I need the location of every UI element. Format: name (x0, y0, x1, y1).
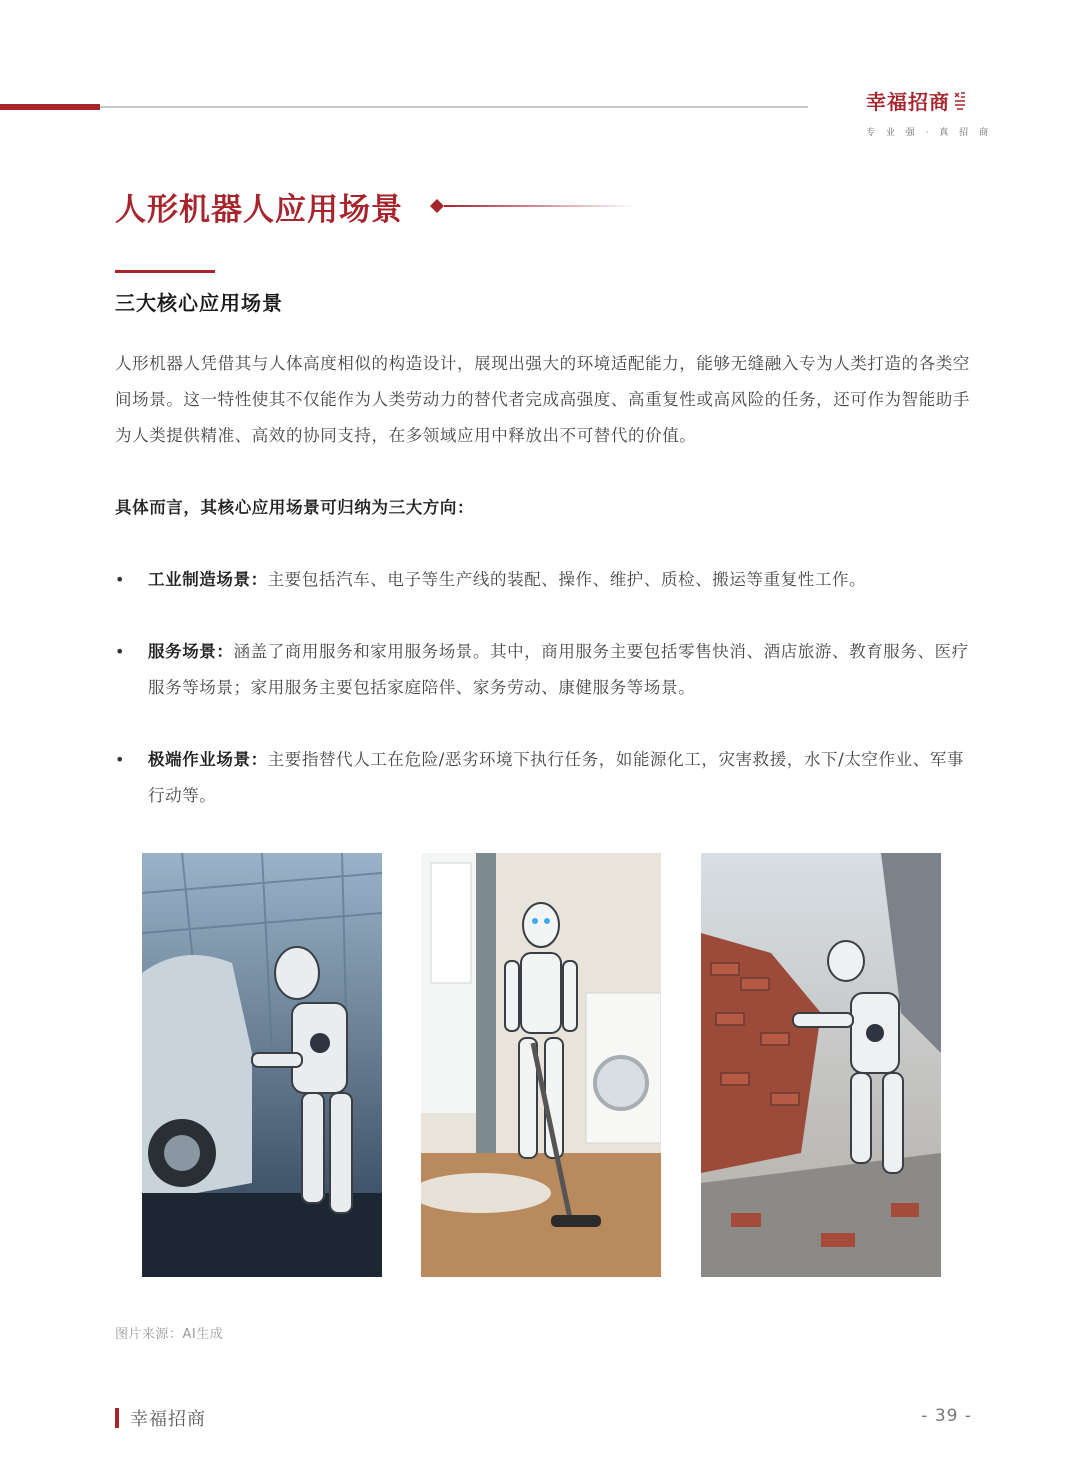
bullet-icon: • (115, 750, 125, 769)
rescue-robot-image (701, 853, 941, 1277)
brand-logo (866, 86, 993, 138)
brand-slogan: 专 业 强 · 真 招 商 (866, 128, 993, 138)
bullet-icon: • (115, 642, 125, 661)
header-accent-bar (0, 104, 100, 110)
factory-robot-image (142, 853, 382, 1277)
household-robot-image (421, 853, 661, 1277)
brand-mark-icon (953, 91, 967, 111)
list-item (115, 562, 975, 598)
bullet-text: 涵盖了商用服务和家用服务场景。其中，商用服务主要包括零售快消、酒店旅游、教育服务、医疗服务等场景；家用服务主要包括家庭陪伴、家务劳动、康健服务等场景。 (148, 642, 969, 697)
header-rule (100, 106, 808, 108)
footer-brand: 幸福招商 (130, 1409, 206, 1430)
section-accent-bar (115, 270, 215, 273)
footer-accent-bar (115, 1408, 119, 1428)
intro-paragraph: 人形机器人凭借其与人体高度相似的构造设计，展现出强大的环境适配能力，能够无缝融入专为人类打造的各类空间场景。这一特性使其不仅能作为人类劳动力的替代者完成高强度、高重复性或高风险的任务，还可作为智能助手为人类提供精准、高效的协同支持，在多领域应用中释放出不可替代的价值。 (115, 354, 970, 445)
page-number: - 39 - (921, 1406, 972, 1426)
lead-sentence: 具体而言，其核心应用场景可归纳为三大方向： (115, 498, 475, 517)
bullet-icon: • (115, 570, 125, 589)
page-title: 人形机器人应用场景 (115, 192, 403, 228)
list-item (115, 634, 975, 706)
image-source-note: 图片来源：AI生成 (115, 1327, 224, 1342)
bullet-text: 主要包括汽车、电子等生产线的装配、操作、维护、质检、搬运等重复性工作。 (267, 570, 867, 589)
bullet-title: 工业制造场景： (148, 570, 268, 589)
title-diamond-decoration (428, 196, 638, 216)
bullet-title: 极端作业场景： (148, 750, 268, 769)
section-title: 三大核心应用场景 (115, 291, 283, 315)
brand-logo-text: 幸福招商 (866, 90, 950, 114)
list-item (115, 742, 975, 814)
bullet-title: 服务场景： (148, 642, 234, 661)
bullet-text: 主要指替代人工在危险/恶劣环境下执行任务，如能源化工，灾害救援，水下/太空作业、军事行动等。 (148, 750, 965, 805)
